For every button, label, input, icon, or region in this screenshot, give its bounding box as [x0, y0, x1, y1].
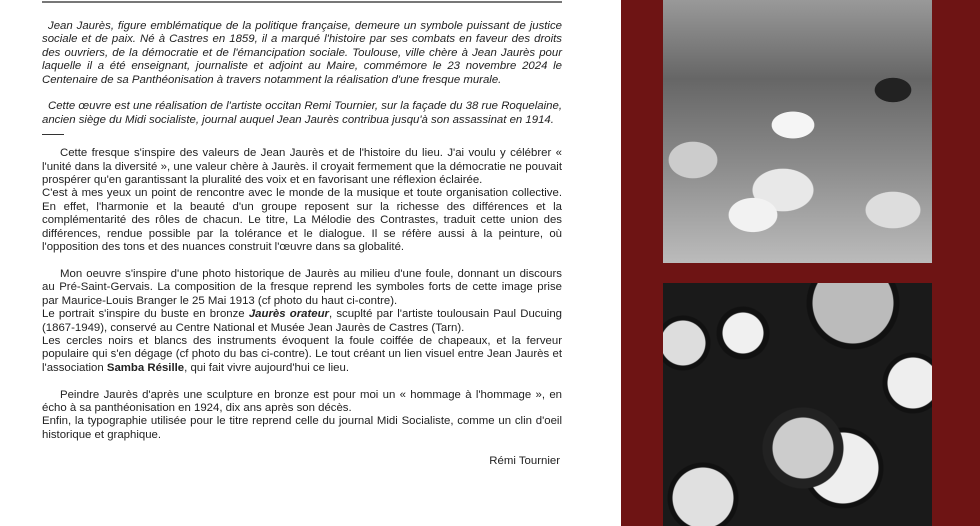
intro-paragraph-2: Cette œuvre est une réalisation de l'artiste occitan Remi Tournier, sur la façade du 38 rue Roquelaine, ancien siège du Midi socialiste, journal auquel Jean Jaurès contribua jusqu'à son assassinat en 1914.	[42, 100, 562, 126]
drums-photo	[663, 283, 932, 526]
short-divider	[42, 134, 64, 135]
intro-paragraph-1: Jean Jaurès, figure emblématique de la politique française, demeure un symbole puissant de justice sociale et de paix. Né à Castres en 1859, il a marqué l'histoire par ses combats en faveur des droits des ouvriers, de la démocratie et de l'émancipation sociale. Toulouse, ville chère à Jean Jaurès pour laquelle il a été enseignant, journaliste et adjoint au Maire, commémore le 23 novembre 2024 le Centenaire de sa Panthéonisation à travers notamment la réalisation d'une fresque murale.	[42, 20, 562, 86]
body-paragraph-3: Mon oeuvre s'inspire d'une photo historique de Jaurès au milieu d'une foule, donnant un discours au Pré-Saint-Gervais. La composition de la fresque reprend les symboles forts de cette image prise par Maurice-Louis Branger le 25 Mai 1913 (cf photo du haut ci-contre).	[42, 267, 562, 307]
body-paragraph-1: Cette fresque s'inspire des valeurs de Jean Jaurès et de l'histoire du lieu. J'ai voulu y célébrer « l'unité dans la diversité », une valeur chère à Jaurès. il croyait fermement que la démocratie ne pouvait prospérer qu'en garantissant la pluralité des voix et en favorisant une réflexion éclairée.	[42, 147, 562, 187]
p4-text-a: Le portrait s'inspire du buste en bronze	[42, 308, 249, 321]
article-text	[42, 20, 562, 469]
sculpture-title: Jaurès orateur	[248, 308, 329, 321]
association-name: Samba Résille	[106, 361, 185, 374]
body-paragraph-5	[42, 335, 562, 375]
photo-panel	[621, 0, 980, 526]
signature: Rémi Tournier	[489, 455, 560, 468]
p5-text-a: Les cercles noirs et blancs des instruments évoquent la foule coiffée de chapeaux, et la ferveur populaire qui s'en dégage (cf photo du bas ci-contre). Le tout créant un lien visuel entre Jean Jaurès et l'association	[42, 334, 562, 374]
p5-text-c: , qui fait vivre aujourd'hui ce lieu.	[184, 361, 350, 374]
body-paragraph-2: C'est à mes yeux un point de rencontre avec le monde de la musique et toute organisation collective. En effet, l'harmonie et la beauté d'un groupe reposent sur la richesse des différences et la complémentarité des rôles de chacun. Le titre, La Mélodie des Contrastes, traduit cette union des différences, rendue possible par la tolérance et le dialogue. Il se réfère aussi à la peinture, où l'opposition des tons et des nuances construit l'œuvre dans sa globalité.	[42, 187, 562, 254]
body-paragraph-6: Peindre Jaurès d'après une sculpture en bronze est pour moi un « hommage à l'hommage », en écho à sa panthéonisation en 1924, dix ans après son décès.	[42, 388, 562, 414]
body-paragraph-7: Enfin, la typographie utilisée pour le titre reprend celle du journal Midi Socialiste, comme un clin d'oeil historique et graphique.	[42, 415, 562, 441]
p4-text-c: , scuplté par l'artiste toulousain Paul Ducuing (1867-1949), conservé au Centre National et Musée Jean Jaurès de Castres (Tarn).	[42, 308, 563, 334]
crowd-photo	[663, 0, 932, 263]
top-divider	[42, 1, 562, 3]
body-paragraph-4	[42, 308, 562, 335]
